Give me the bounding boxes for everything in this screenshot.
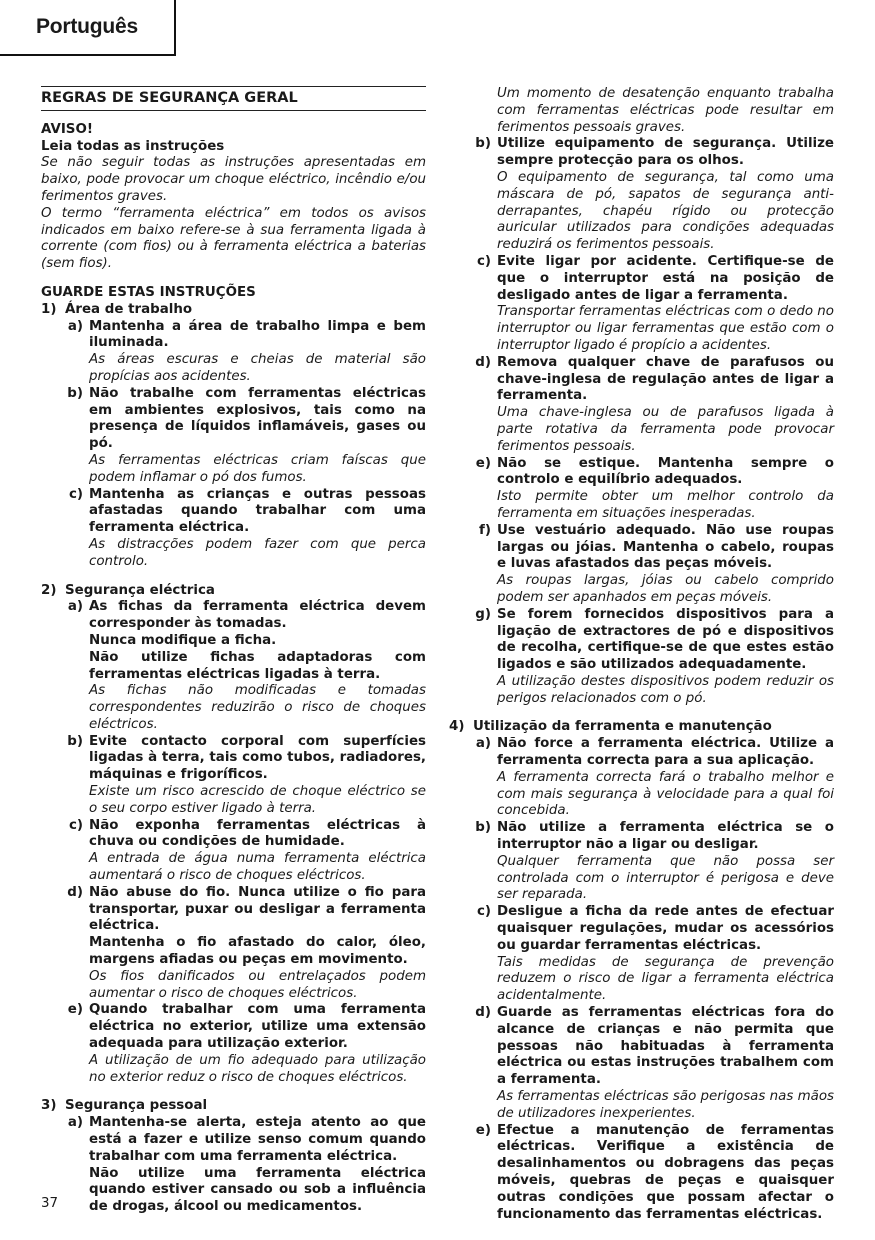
- list-item: a) Mantenha-se alerta, esteja atento ao que está a fazer e utilize senso comum quando trabalhar com uma ferramenta eléctrica. Não utilize uma ferramenta eléctrica quando estiver cansado ou sob a influência de drogas, álcool ou medicamentos.: [67, 1115, 426, 1215]
- list-item: a) As fichas da ferramenta eléctrica devem corresponder às tomadas. Nunca modifique a ficha. Não utilize fichas adaptadoras com ferramentas eléctricas ligadas à terra. As fichas não modificadas e tomadas correspondentes reduzirão o risco de choques eléctricos.: [67, 599, 426, 732]
- list-item: c) Não exponha ferramentas eléctricas à chuva ou condições de humidade. A entrada de água numa ferramenta eléctrica aumentará o risco de choques eléctricos.: [68, 817, 426, 884]
- page-title: REGRAS DE SEGURANÇA GERAL: [41, 86, 426, 111]
- list-item: c) Mantenha as crianças e outras pessoas afastadas quando trabalhar com uma ferramenta eléctrica. As distracções podem fazer com que perca controlo.: [68, 486, 426, 569]
- left-column: [41, 86, 426, 1216]
- list-item: c) Evite ligar por acidente. Certifique-se de que o interruptor está na posição de desligado antes de ligar a ferramenta. Transportar ferramentas eléctricas com o dedo no interruptor ou ligar ferramentas que estão com o interruptor ligado é propício a acidentes.: [476, 253, 834, 353]
- list-item: b) Não utilize a ferramenta eléctrica se o interruptor não a ligar ou desligar. Qualquer ferramenta que não possa ser controlada com o interruptor é perigosa e deve ser reparada.: [475, 820, 834, 903]
- read-all-instructions: Leia todas as instruções: [41, 138, 225, 154]
- list-item-continued: Um momento de desatenção enquanto trabalha com ferramentas eléctricas pode resultar em ferimentos pessoais graves.: [497, 86, 834, 135]
- list-item: e) Quando trabalhar com uma ferramenta eléctrica no exterior, utilize uma extensão adequada para utilização exterior. A utilização de um fio adequado para utilização no exterior reduz o risco de choques eléctricos.: [67, 1002, 426, 1085]
- section-heading: 3) Segurança pessoal: [41, 1098, 208, 1114]
- list-item: b) Evite contacto corporal com superfícies ligadas à terra, tais como tubos, radiadores, máquinas e frigoríficos. Existe um risco acrescido de choque eléctrico se o seu corpo estiver ligado à terra.: [67, 733, 426, 816]
- warning-text-1: Se não seguir todas as instruções apresentadas em baixo, pode provocar um choque eléctrico, incêndio e/ou ferimentos graves.: [41, 155, 426, 204]
- list-item: a) Não force a ferramenta eléctrica. Utilize a ferramenta correcta para a sua aplicação. A ferramenta correcta fará o trabalho melhor e com mais segurança à velocidade para a qual foi concebida.: [475, 736, 834, 819]
- list-item: d) Não abuse do fio. Nunca utilize o fio para transportar, puxar ou desligar a ferramenta eléctrica. Mantenha o fio afastado do calor, óleo, margens afiadas ou peças em movimento. Os fios danificados ou entrelaçados podem aumentar o risco de choques eléctricos.: [67, 884, 426, 1001]
- page-number: 37: [41, 1196, 59, 1211]
- list-item: e) Não se estique. Mantenha sempre o controlo e equilíbrio adequados. Isto permite obter um melhor controlo da ferramenta em situações inesperadas.: [475, 455, 834, 521]
- list-item: a) Mantenha a área de trabalho limpa e bem iluminada. As áreas escuras e cheias de material são propícias aos acidentes.: [67, 318, 426, 384]
- keep-instructions: GUARDE ESTAS INSTRUÇÕES: [41, 284, 256, 300]
- right-column: [449, 86, 834, 1223]
- list-item: g) Se forem fornecidos dispositivos para a ligação de extractores de pó e dispositivos de recolha, certifique-se de que estes estão ligados e são utilizados adequadamente. A utilização destes dispositivos podem reduzir os perigos relacionados com o pó.: [475, 606, 834, 706]
- warning-text-2: O termo “ferramenta eléctrica” em todos os avisos indicados em baixo refere-se à sua ferramenta ligada à corrente (com fios) ou à ferramenta eléctrica a baterias (sem fios).: [41, 205, 426, 272]
- language-tab: Português: [0, 0, 176, 56]
- list-item: f) Use vestuário adequado. Não use roupas largas ou jóias. Mantenha o cabelo, roupas e luvas afastados das peças móveis. As roupas largas, jóias ou cabelo comprido podem ser apanhados em peças móveis.: [479, 522, 834, 605]
- list-item: b) Não trabalhe com ferramentas eléctricas em ambientes explosivos, tais como na presença de líquidos inflamáveis, gases ou pó. As ferramentas eléctricas criam faíscas que podem inflamar o pó dos fumos.: [67, 385, 426, 485]
- list-item: c) Desligue a ficha da rede antes de efectuar quaisquer regulações, mudar os acessórios ou guardar ferramentas eléctricas. Tais medidas de segurança de prevenção reduzem o risco de ligar a ferramenta eléctrica acidentalmente.: [476, 904, 834, 1004]
- list-item: d) Remova qualquer chave de parafusos ou chave-inglesa de regulação antes de ligar a ferramenta. Uma chave-inglesa ou de parafusos ligada à parte rotativa da ferramenta pode provocar ferimentos pessoais.: [475, 354, 834, 454]
- list-item: b) Utilize equipamento de segurança. Utilize sempre protecção para os olhos. O equipamento de segurança, tal como uma máscara de pó, sapatos de segurança anti-derrapantes, chapéu rígido ou protecção auricular utilizados para condições adequadas reduzirá os ferimentos pessoais.: [475, 136, 834, 253]
- list-item: d) Guarde as ferramentas eléctricas fora do alcance de crianças e não permita que pessoas não habituadas à ferramenta eléctrica ou estas instruções trabalhem com a ferramenta. As ferramentas eléctricas são perigosas nas mãos de utilizadores inexperientes.: [475, 1005, 834, 1121]
- list-item: e) Efectue a manutenção de ferramentas eléctricas. Verifique a existência de desalinhamentos ou dobragens das peças móveis, quebras de peças e quaisquer outras condições que possam afectar o funcionamento das ferramentas eléctricas.: [475, 1122, 834, 1222]
- section-heading: 2) Segurança eléctrica: [41, 582, 215, 598]
- section-heading: 4) Utilização da ferramenta e manutenção: [449, 719, 772, 735]
- section-heading: 1) Área de trabalho: [41, 301, 193, 317]
- warning-label: AVISO!: [41, 121, 93, 137]
